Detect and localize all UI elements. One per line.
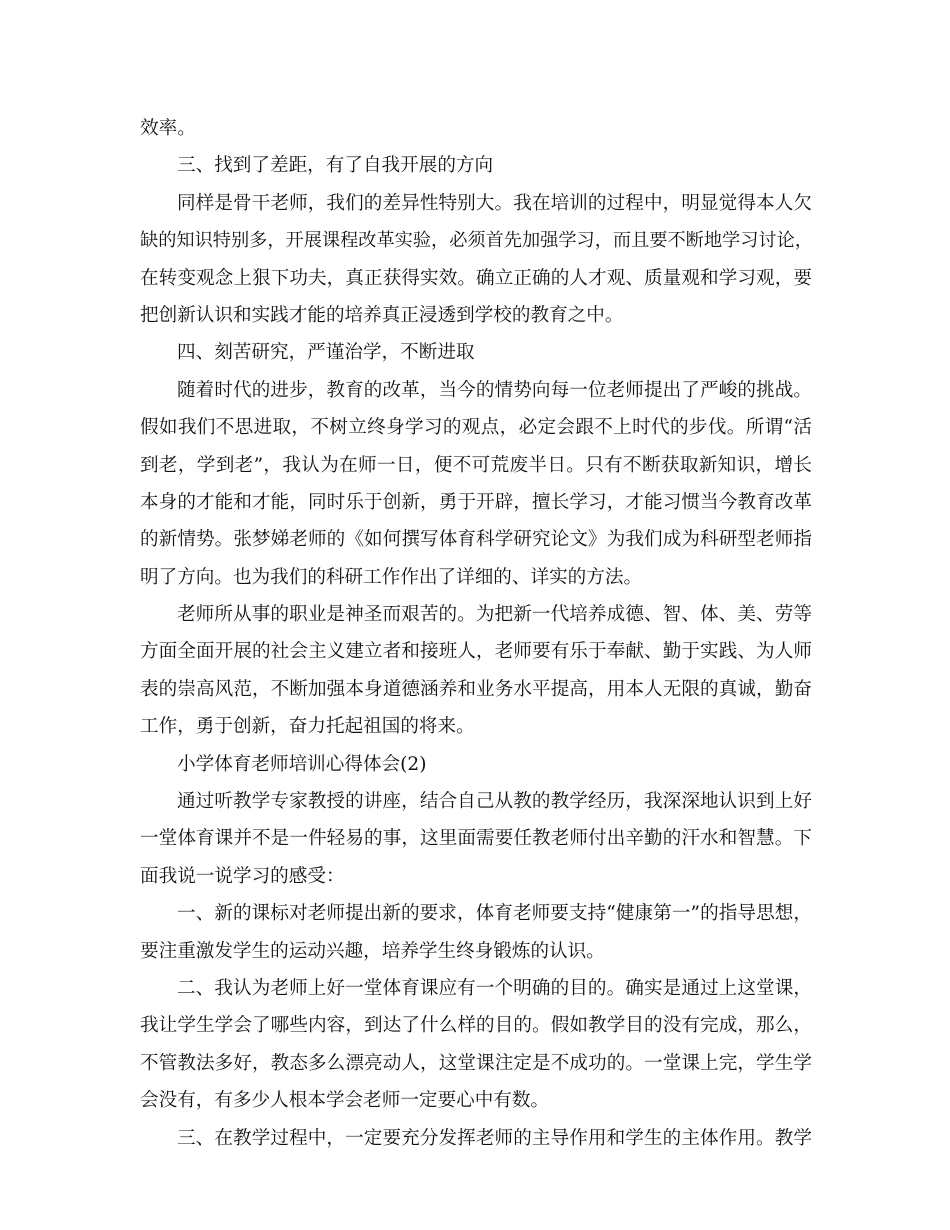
paragraph-first-line: 小学体育老师培训心得体会(2) — [177, 753, 427, 775]
paragraph-line: 方面全面开展的社会主义建立者和接班人，老师要有乐于奉献、勤于实践、为人师 — [140, 641, 812, 663]
paragraph-line: 要注重激发学生的运动兴趣，培养学生终身锻炼的认识。 — [140, 940, 605, 962]
paragraph-line: 在转变观念上狠下功夫，真正获得实效。确立正确的人才观、质量观和学习观，要 — [140, 267, 812, 289]
paragraph-line: 表的崇高风范，不断加强本身道德涵养和业务水平提高，用本人无限的真诚，勤奋 — [140, 678, 812, 700]
paragraph-line: 到老，学到老”，我认为在师一日，便不可荒废半日。只有不断获取新知识，增长 — [140, 454, 812, 476]
paragraph-first-line: 老师所从事的职业是神圣而艰苦的。为把新一代培养成德、智、体、美、劳等 — [177, 604, 812, 626]
paragraph-line: 我让学生学会了哪些内容，到达了什么样的目的。假如教学目的没有完成，那么， — [140, 1015, 812, 1037]
paragraph-line: 的新情势。张梦娣老师的《如何撰写体育科学研究论文》为我们成为科研型老师指 — [140, 529, 812, 551]
paragraph-first-line: 二、我认为老师上好一堂体育课应有一个明确的目的。确实是通过上这堂课， — [177, 977, 812, 999]
paragraph-line: 明了方向。也为我们的科研工作作出了详细的、详实的方法。 — [140, 566, 643, 588]
paragraph-line: 工作，勇于创新，奋力托起祖国的将来。 — [140, 716, 475, 738]
paragraph-first-line: 四、刻苦研究，严谨治学，不断进取 — [177, 342, 475, 364]
paragraph-first-line: 同样是骨干老师，我们的差异性特别大。我在培训的过程中，明显觉得本人欠 — [177, 192, 812, 214]
paragraph-line: 缺的知识特别多，开展课程改革实验，必须首先加强学习，而且要不断地学习讨论， — [140, 230, 813, 252]
paragraph-line: 会没有，有多少人根本学会老师一定要心中有数。 — [140, 1090, 550, 1112]
paragraph-line: 效率。 — [140, 118, 196, 139]
paragraph-line: 不管教法多好，教态多么漂亮动人，这堂课注定是不成功的。一堂课上完，学生学 — [140, 1052, 812, 1074]
paragraph-line: 本身的才能和才能，同时乐于创新，勇于开辟，擅长学习，才能习惯当今教育改革 — [140, 491, 812, 513]
paragraph-line: 把创新认识和实践才能的培养真正浸透到学校的教育之中。 — [140, 304, 624, 326]
paragraph-first-line: 三、在教学过程中，一定要充分发挥老师的主导作用和学生的主体作用。教学 — [177, 1127, 812, 1149]
paragraph-first-line: 三、找到了差距，有了自我开展的方向 — [177, 155, 494, 177]
paragraph-line: 面我说一说学习的感受： — [140, 865, 345, 887]
paragraph-first-line: 随着时代的进步，教育的改革，当今的情势向每一位老师提出了严峻的挑战。 — [177, 379, 812, 401]
paragraph-first-line: 通过听教学专家教授的讲座，结合自己从教的教学经历，我深深地认识到上好 — [177, 791, 812, 813]
document-body — [140, 110, 812, 1157]
paragraph-line: 一堂体育课并不是一件轻易的事，这里面需要任教老师付出辛勤的汗水和智慧。下 — [140, 828, 812, 850]
paragraph-first-line: 一、新的课标对老师提出新的要求，体育老师要支持“健康第一”的指导思想， — [177, 903, 812, 925]
paragraph-line: 假如我们不思进取，不树立终身学习的观点，必定会跟不上时代的步伐。所谓“活 — [140, 417, 812, 439]
